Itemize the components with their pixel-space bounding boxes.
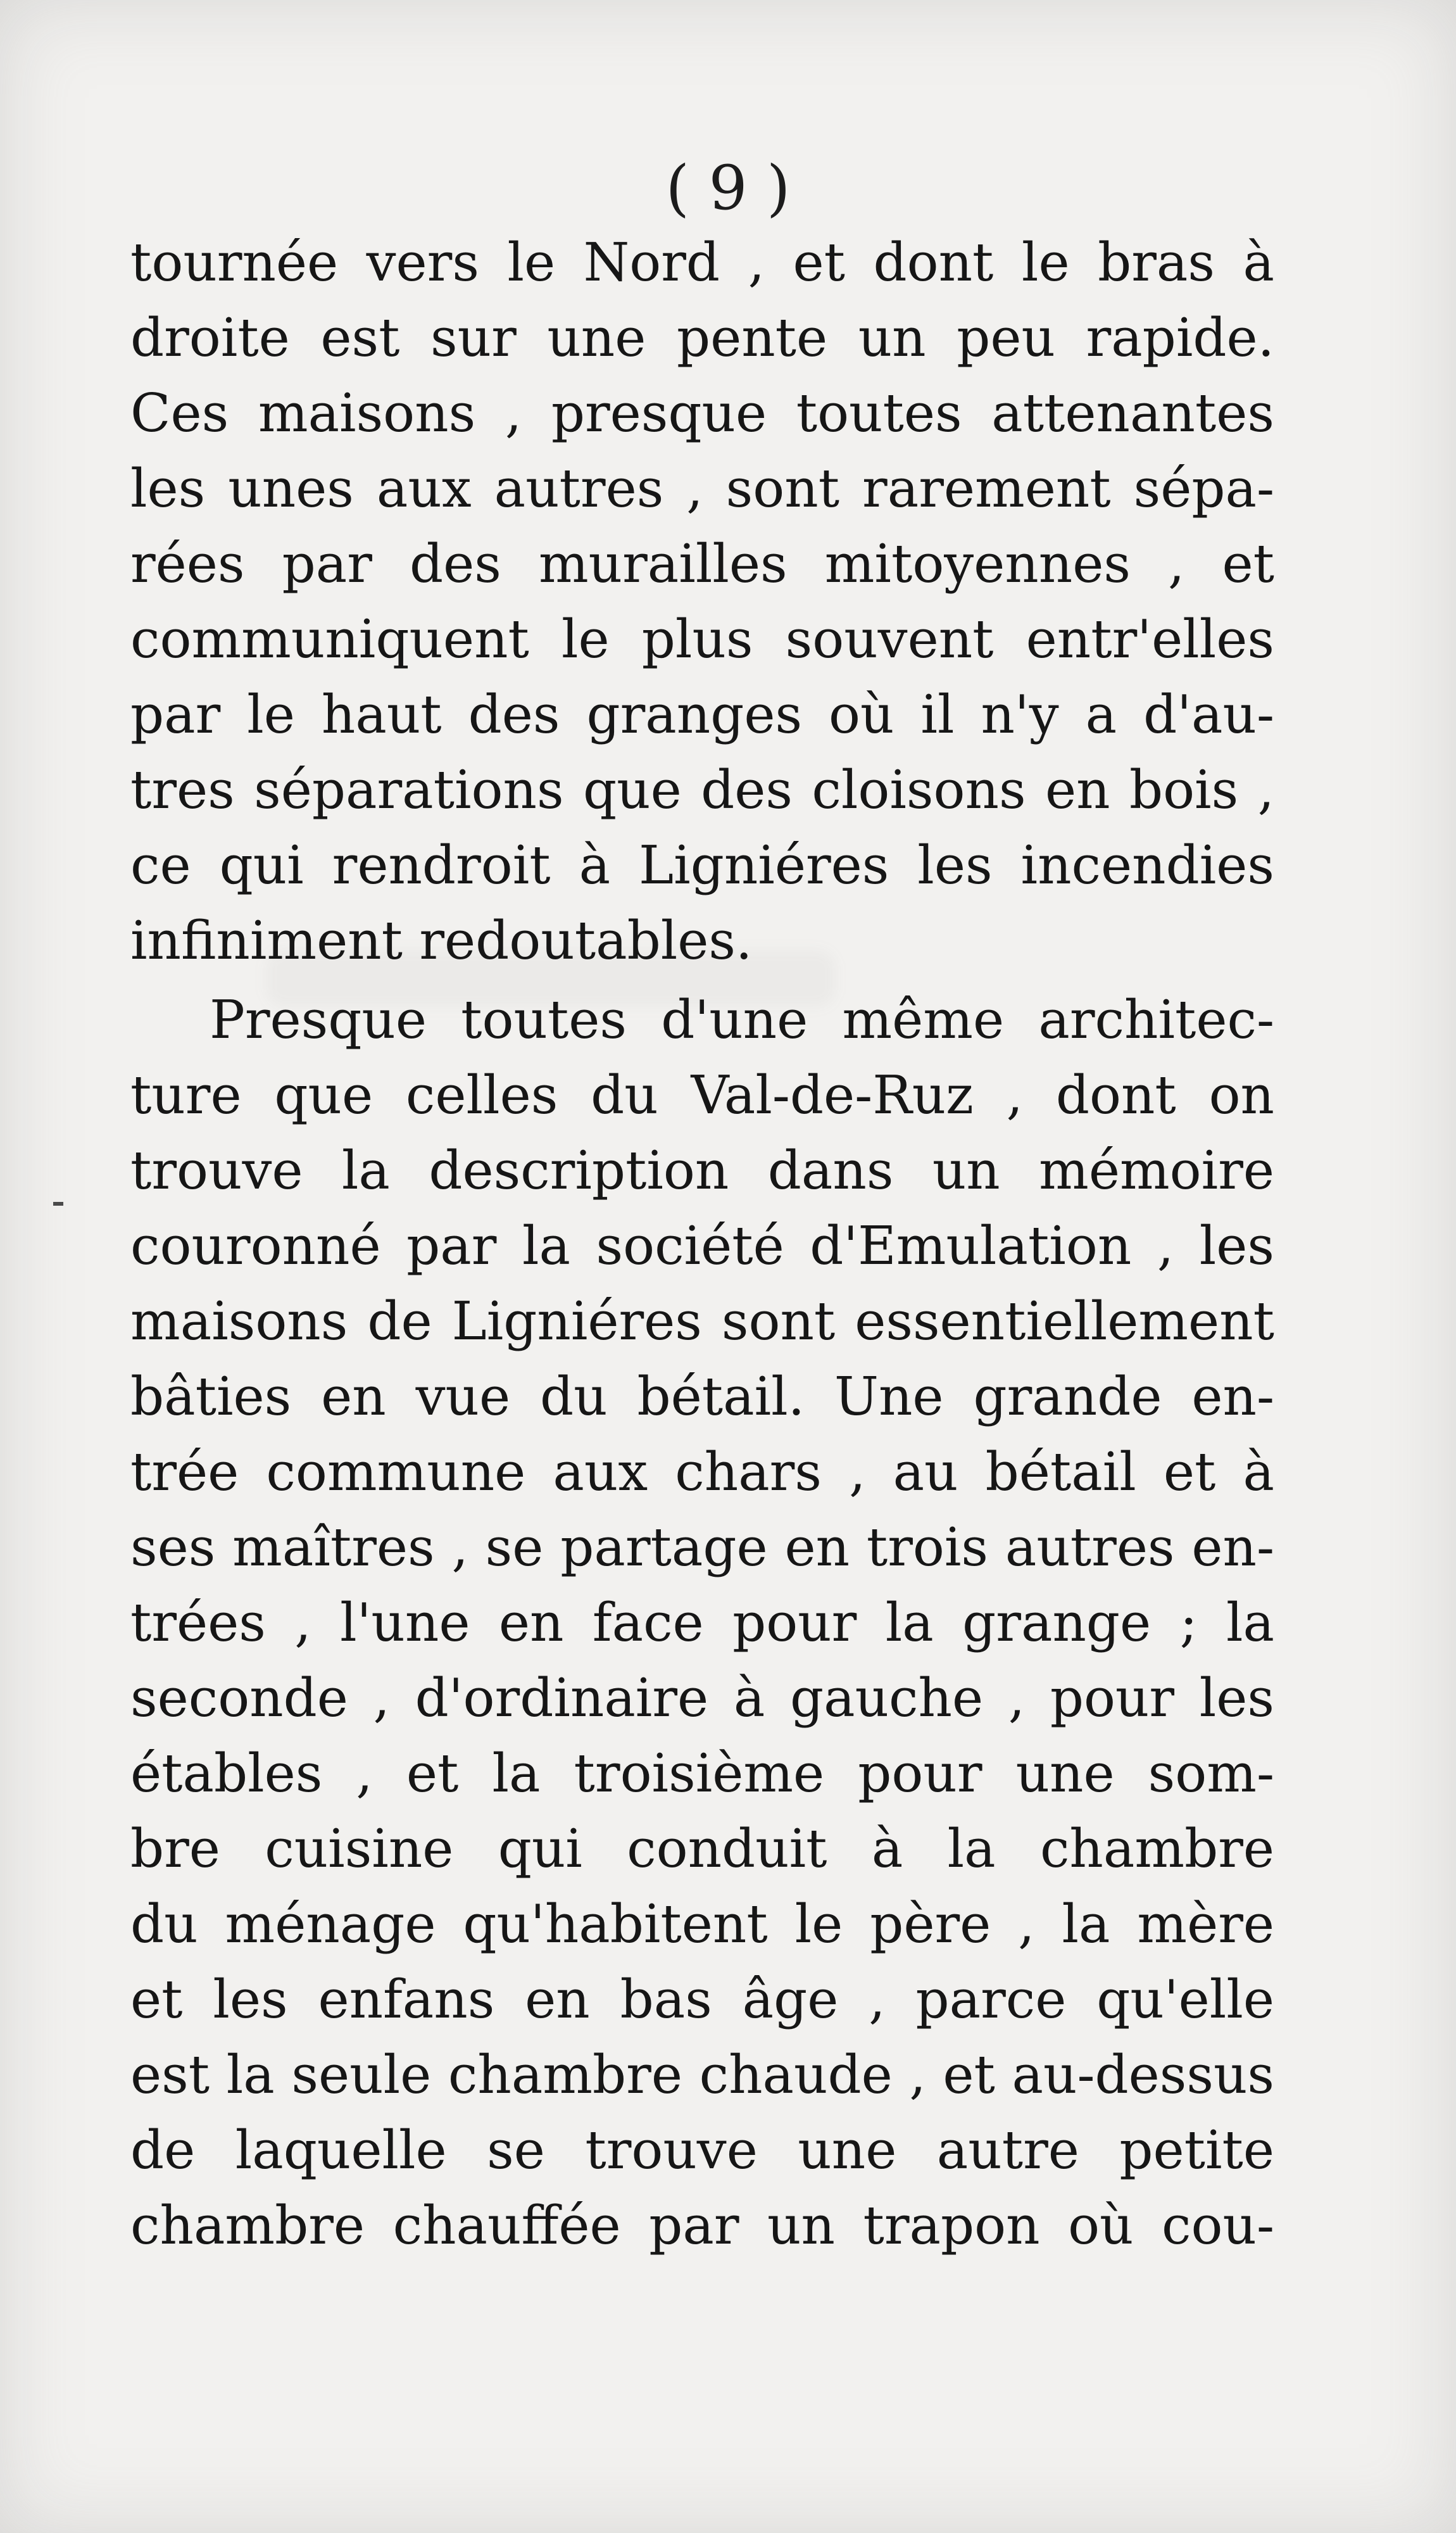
text-line: chambre chauffée par un trapon où cou- [130,2195,1274,2256]
text-line: trouve la description dans un mémoire [130,1140,1274,1201]
text-line: de laquelle se trouve une autre petite [130,2119,1274,2181]
page-number: ( 9 ) [665,153,791,224]
text-line: couronné par la société d'Emulation , les [130,1215,1274,1277]
text-line: est la seule chambre chaude , et au-dessus [130,2044,1274,2106]
text-line: bâties en vue du bétail. Une grande en- [130,1366,1274,1427]
text-line: tres séparations que des cloisons en bois , [130,759,1274,821]
text-line: Ces maisons , presque toutes attenantes [130,382,1274,444]
text-line: par le haut des granges où il n'y a d'au- [130,684,1274,745]
margin-dash-mark [53,1202,63,1206]
text-line: ce qui rendroit à Ligniéres les incendies [130,835,1274,896]
text-line: maisons de Ligniéres sont essentiellement [130,1291,1274,1352]
text-line: ture que celles du Val-de-Ruz , dont on [130,1064,1274,1126]
text-line: bre cuisine qui conduit à la chambre [130,1818,1274,1879]
text-line: communiquent le plus souvent entr'elles [130,609,1274,670]
text-line: seconde , d'ordinaire à gauche , pour les [130,1667,1274,1729]
text-line: du ménage qu'habitent le père , la mère [130,1893,1274,1955]
text-line: les unes aux autres , sont rarement sépa- [130,458,1274,519]
text-line: étables , et la troisième pour une som- [130,1743,1274,1804]
text-line: ses maîtres , se partage en trois autres en- [130,1517,1274,1578]
text-line: droite est sur une pente un peu rapide. [130,307,1274,369]
text-line: tournée vers le Nord , et dont le bras à [130,232,1274,293]
text-line: Presque toutes d'une même architec- [210,989,1274,1051]
text-line: infiniment redoutables. [130,910,753,971]
body-text [130,225,1274,2263]
text-line: trées , l'une en face pour la grange ; la [130,1592,1274,1653]
text-line: trée commune aux chars , au bétail et à [130,1441,1274,1503]
text-line: et les enfans en bas âge , parce qu'elle [130,1969,1274,2030]
text-line: rées par des murailles mitoyennes , et [130,533,1274,595]
